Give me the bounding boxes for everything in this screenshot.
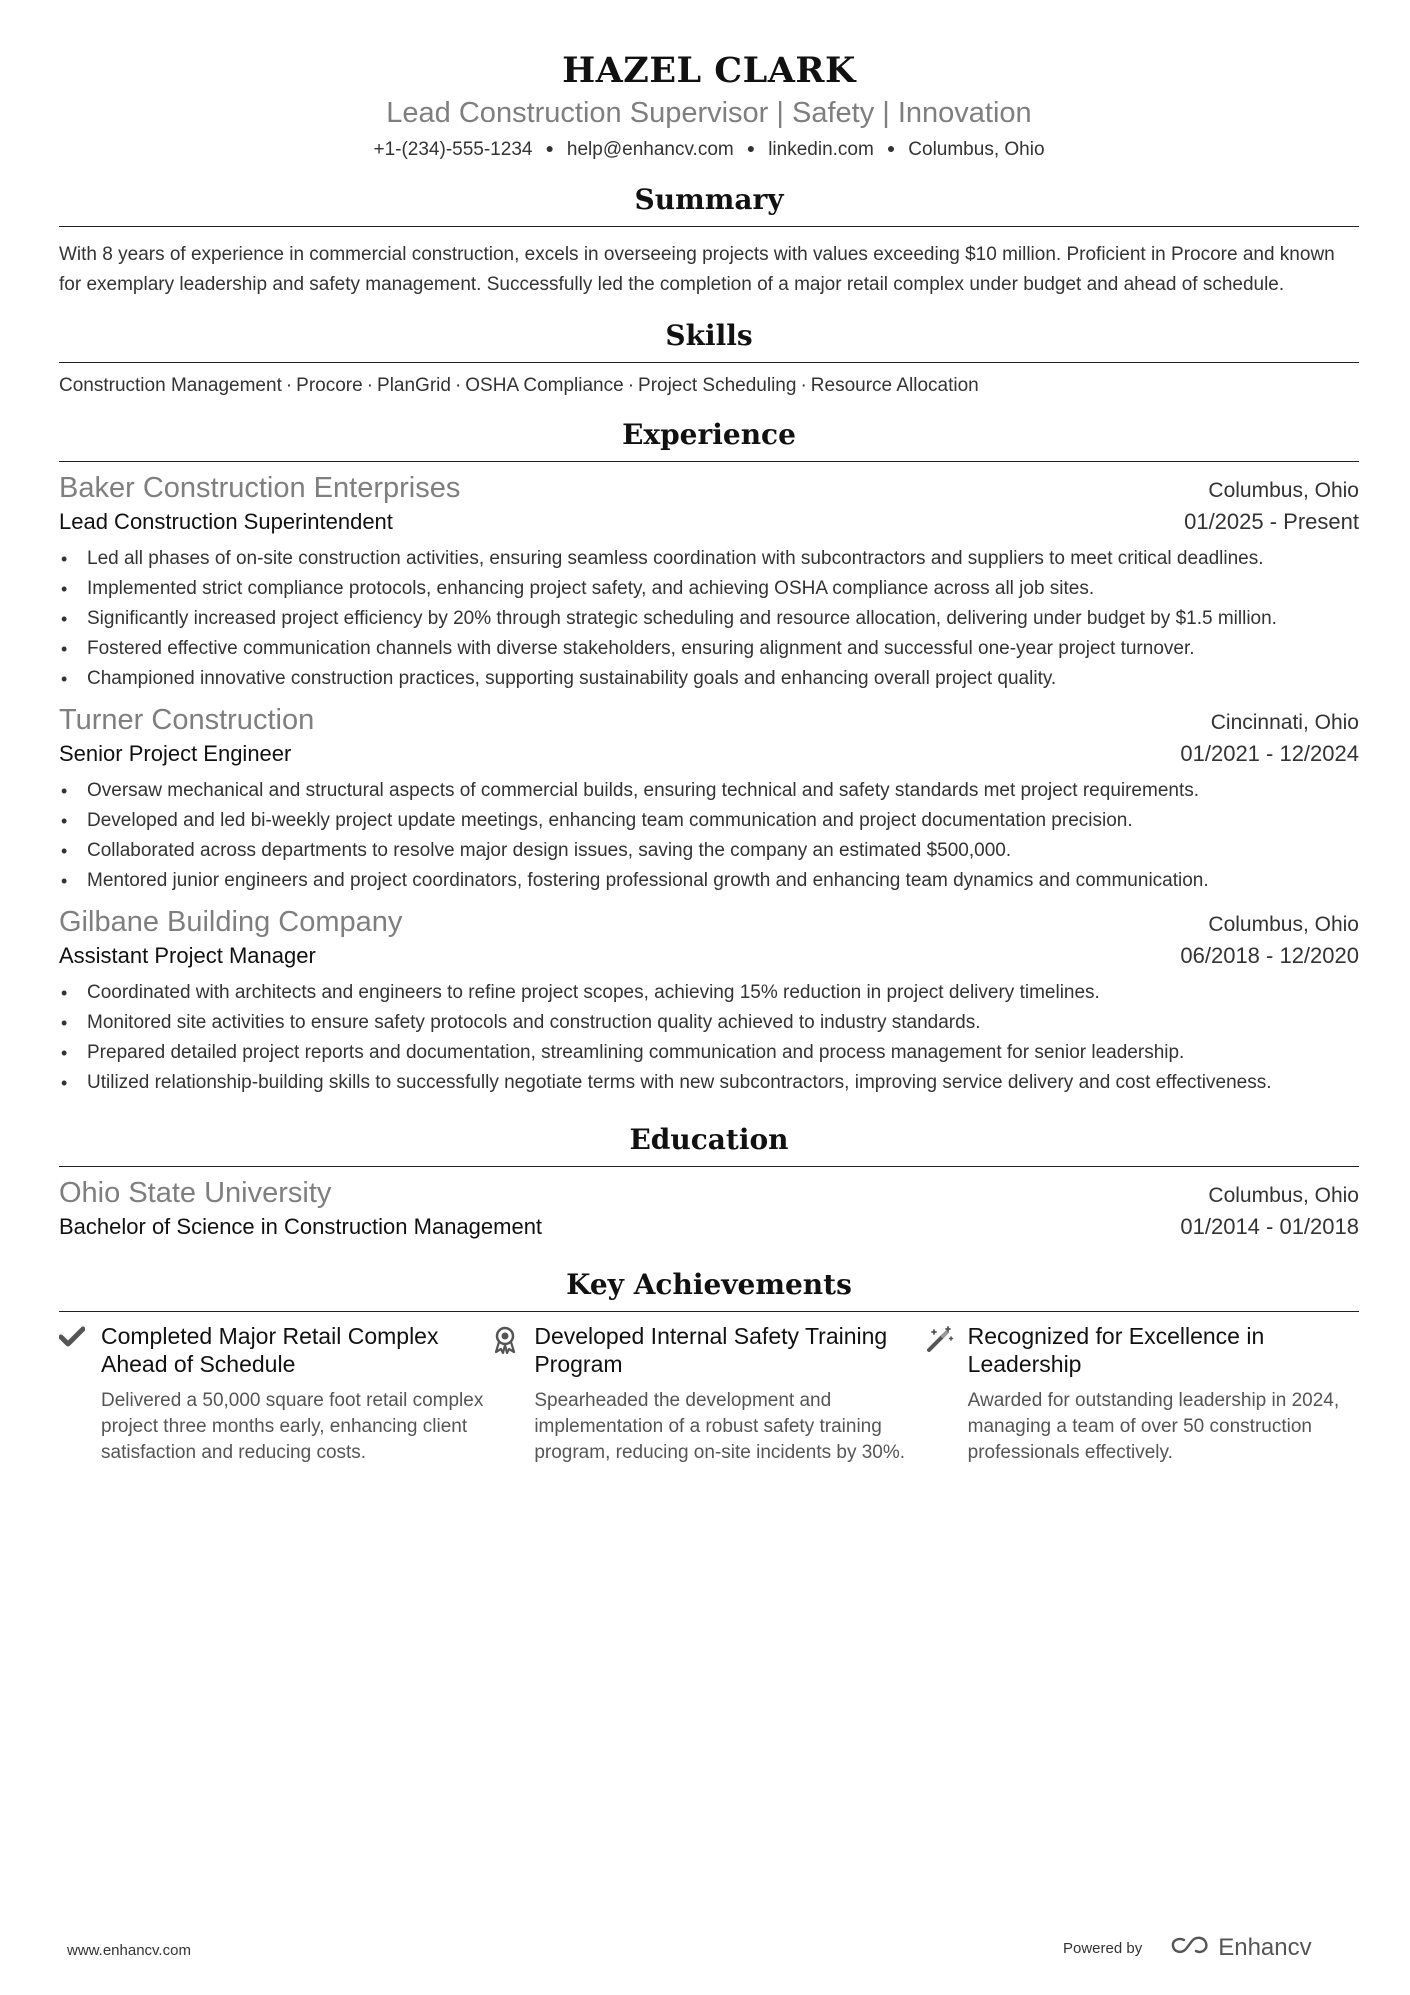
education-dates: 01/2014 - 01/2018 <box>1180 1214 1359 1239</box>
contact-location: Columbus, Ohio <box>908 139 1045 160</box>
job-dates: 01/2021 - 12/2024 <box>1180 741 1359 766</box>
job-company: Turner Construction <box>59 704 315 736</box>
job-role: Senior Project Engineer <box>59 741 292 766</box>
checkmark-icon <box>59 1322 101 1466</box>
resume-header <box>59 0 1359 162</box>
skills-section <box>59 318 1359 401</box>
achievement-title: Developed Internal Safety Training Program <box>534 1323 888 1377</box>
skill-item: Project Scheduling <box>638 375 797 396</box>
contact-line <box>59 138 1359 162</box>
job-company: Gilbane Building Company <box>59 906 403 938</box>
job-location: Columbus, Ohio <box>1208 479 1359 502</box>
powered-by-label: Powered by <box>1063 1939 1143 1957</box>
experience-section <box>59 417 1359 1098</box>
section-divider <box>59 461 1359 462</box>
footer-branding <box>1063 1934 1312 1962</box>
job-bullet: • Collaborated across departments to resolve major design issues, saving the company an estimated $500,000. <box>87 836 1359 866</box>
job-bullet: • Led all phases of on-site construction activities, ensuring seamless coordination with subcontractors and suppliers to meet critical deadlines. <box>87 544 1359 574</box>
contact-phone: +1-(234)-555-1234 <box>373 139 533 160</box>
summary-section <box>59 182 1359 300</box>
job-entry <box>59 702 1359 896</box>
job-bullets <box>59 776 1359 896</box>
magic-wand-icon <box>926 1322 968 1466</box>
education-location: Columbus, Ohio <box>1208 1184 1359 1207</box>
job-bullet: • Championed innovative construction practices, supporting sustainability goals and enhancing overall project quality. <box>87 664 1359 694</box>
achievements-section <box>59 1267 1359 1466</box>
skill-item: Procore <box>296 375 363 396</box>
section-title-experience: Experience <box>622 418 796 451</box>
achievements-grid <box>59 1322 1359 1466</box>
job-dates: 01/2025 - Present <box>1184 509 1359 534</box>
job-bullet: • Fostered effective communication channels with diverse stakeholders, ensuring alignment and successful one-year project turnover. <box>87 634 1359 664</box>
enhancv-logo-icon <box>1170 1935 1210 1962</box>
award-ribbon-icon <box>492 1322 534 1466</box>
achievement-item <box>926 1322 1359 1466</box>
skills-list: Construction Management · Procore · PlanGrid · OSHA Compliance · Project Scheduling · Resource Allocation <box>59 375 979 396</box>
job-bullet: • Significantly increased project efficiency by 20% through strategic scheduling and resource allocation, delivering under budget by $1.5 million. <box>87 604 1359 634</box>
education-section <box>59 1122 1359 1243</box>
section-title-achievements: Key Achievements <box>566 1268 852 1301</box>
job-bullet: • Monitored site activities to ensure safety protocols and construction quality achieved to industry standards. <box>87 1008 1359 1038</box>
resume-page <box>59 0 1359 1466</box>
section-divider <box>59 1311 1359 1312</box>
skill-item: PlanGrid <box>377 375 451 396</box>
skill-item: OSHA Compliance <box>465 375 624 396</box>
job-bullets <box>59 544 1359 694</box>
job-role: Lead Construction Superintendent <box>59 509 393 534</box>
job-location: Columbus, Ohio <box>1208 913 1359 936</box>
separator-dot: ● <box>545 140 554 156</box>
education-school: Ohio State University <box>59 1177 332 1209</box>
section-title-education: Education <box>629 1123 789 1156</box>
achievement-item <box>492 1322 925 1466</box>
job-entry <box>59 470 1359 694</box>
brand-name[interactable]: Enhancv <box>1218 1934 1312 1961</box>
skill-item: Construction Management <box>59 375 282 396</box>
contact-linkedin[interactable]: linkedin.com <box>768 139 874 160</box>
job-location: Cincinnati, Ohio <box>1210 711 1359 734</box>
separator-dot: ● <box>746 140 756 156</box>
job-bullet: • Mentored junior engineers and project coordinators, fostering professional growth and enhancing team dynamics and communication. <box>87 866 1359 896</box>
section-divider <box>59 362 1359 363</box>
candidate-name: HAZEL CLARK <box>562 50 856 91</box>
achievement-description: Awarded for outstanding leadership in 2024, managing a team of over 50 construction professionals effectively. <box>967 1390 1340 1463</box>
job-bullet: • Prepared detailed project reports and documentation, streamlining communication and process management for senior leadership. <box>87 1038 1359 1068</box>
job-company: Baker Construction Enterprises <box>59 472 461 504</box>
achievement-title: Completed Major Retail Complex Ahead of Schedule <box>101 1323 439 1377</box>
footer-website[interactable]: www.enhancv.com <box>67 1942 191 1959</box>
achievement-item <box>59 1322 492 1466</box>
summary-text: With 8 years of experience in commercial construction, excels in overseeing projects with values exceeding $10 million. Proficient in Procore and known for exemplary leadership and safety management. Successfully led the completion of a major retail complex under budget and ahead of schedule. <box>59 244 1335 295</box>
achievement-description: Delivered a 50,000 square foot retail complex project three months early, enhancing client satisfaction and reducing costs. <box>101 1390 484 1463</box>
achievement-title: Recognized for Excellence in Leadership <box>967 1323 1265 1377</box>
section-divider <box>59 226 1359 227</box>
job-bullet: • Oversaw mechanical and structural aspects of commercial builds, ensuring technical and safety standards met project requirements. <box>87 776 1359 806</box>
achievement-description: Spearheaded the development and implementation of a robust safety training program, reducing on-site incidents by 30%. <box>534 1390 906 1463</box>
section-title-summary: Summary <box>634 183 784 216</box>
job-bullets <box>59 978 1359 1098</box>
section-divider <box>59 1166 1359 1167</box>
job-role: Assistant Project Manager <box>59 943 316 968</box>
job-bullet: • Developed and led bi-weekly project update meetings, enhancing team communication and project documentation precision. <box>87 806 1359 836</box>
job-bullet: • Implemented strict compliance protocols, enhancing project safety, and achieving OSHA compliance across all job sites. <box>87 574 1359 604</box>
section-title-skills: Skills <box>665 319 753 352</box>
job-bullet: • Coordinated with architects and engineers to refine project scopes, achieving 15% reduction in project delivery timelines. <box>87 978 1359 1008</box>
contact-email[interactable]: help@enhancv.com <box>566 139 734 160</box>
candidate-tagline: Lead Construction Supervisor | Safety | Innovation <box>386 97 1032 129</box>
separator-dot: ● <box>886 140 896 156</box>
job-dates: 06/2018 - 12/2020 <box>1180 943 1359 968</box>
job-bullet: • Utilized relationship-building skills to successfully negotiate terms with new subcontractors, improving service delivery and cost effectiveness. <box>87 1068 1359 1098</box>
job-entry <box>59 904 1359 1098</box>
skill-item: Resource Allocation <box>810 375 979 396</box>
education-degree: Bachelor of Science in Construction Management <box>59 1214 543 1239</box>
